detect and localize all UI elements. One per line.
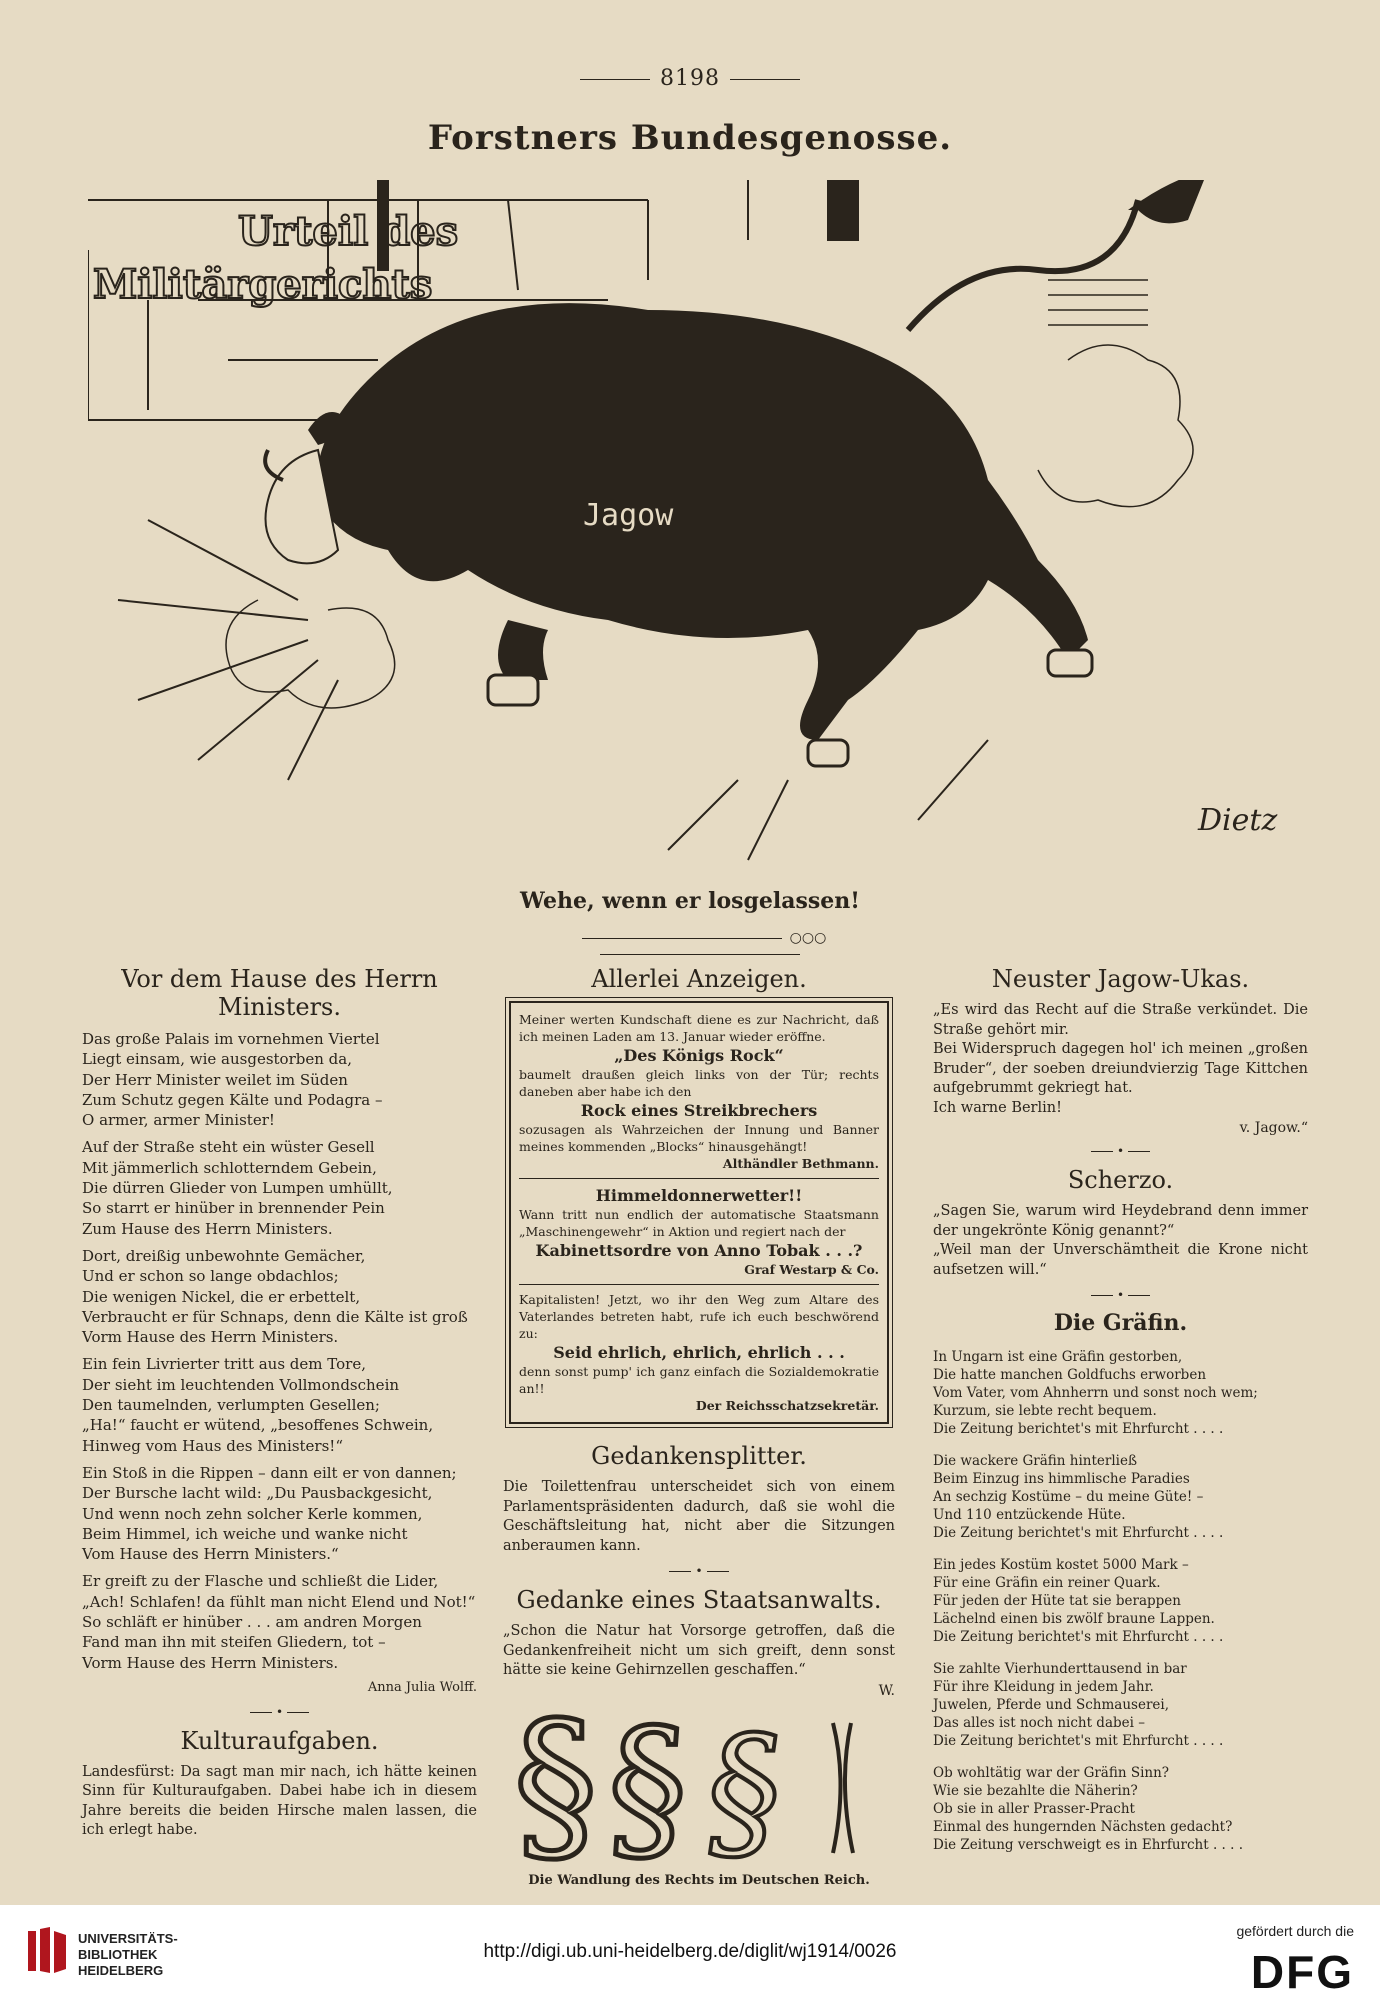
column-left [82, 965, 477, 1841]
ukas-title: Neuster Jagow-Ukas. [991, 965, 1250, 993]
graefin-stanza: Sie zahlte Vierhunderttausend in bar Für ihre Kleidung in jedem Jahr. Juwelen, Pferde und Schmauserei, Das alles ist noch nicht dabei – Die Zeitung berichtet's mit Ehrfurcht . . . . [933, 1661, 1224, 1749]
ad-text: Meiner werten Kundschaft diene es zur Nachricht, daß ich meinen Laden am 13. Januar wieder eröffne. [519, 1012, 879, 1044]
ad-item [519, 1285, 879, 1420]
ad-item [519, 1179, 879, 1285]
poem-stanza: Das große Palais im vornehmen Viertel Liegt einsam, wie ausgestorben da, Der Herr Minister weilet im Süden Zum Schutz gegen Kälte und Podagra – O armer, armer Minister! [82, 1030, 383, 1130]
poem-stanza: Er greift zu der Flasche und schließt die Lider, „Ach! Schlafen! da fühlt man nicht Elend und Not!“ So schläft er hinüber . . . am andren Morgen Fand man ihn mit steifen Gliedern, tot – Vorm Hause des Herrn Ministers. [82, 1572, 476, 1672]
scherzo-text: „Sagen Sie, warum wird Heydebrand denn immer der ungekrönte König genannt?“ „Weil man der Unverschämtheit die Krone nicht aufsetzen will.“ [933, 1203, 1308, 1278]
graefin-stanza: In Ungarn ist eine Gräfin gestorben, Die hatte manchen Goldfuchs erworben Vom Vater, vom Ahnherrn und sonst noch wem; Kurzum, sie lebte recht bequem. Die Zeitung berichtet's mit Ehrfurcht . . . . [933, 1349, 1258, 1437]
ad-text: denn sonst pump' ich ganz einfach die Sozialdemokratie an!! [519, 1364, 879, 1396]
staatsanwalt-title: Gedanke eines Staatsanwalts. [516, 1586, 882, 1614]
dfg-logo[interactable]: DFG [1250, 1946, 1354, 1998]
graefin-stanza: Ein jedes Kostüm kostet 5000 Mark – Für eine Gräfin ein reiner Quark. Für jeden der Hüte tat sie berappen Lächelnd einen bis zwölf braune Lappen. Die Zeitung berichtet's mit Ehrfurcht . . . . [933, 1557, 1224, 1645]
viewer-footer [0, 1905, 1380, 2005]
poem-title: Vor dem Hause des Herrn Ministers. [121, 965, 438, 1021]
ad-headline: Himmeldonnerwetter!! [595, 1186, 803, 1205]
ad-signature: Der Reichsschatzsekretär. [695, 1398, 879, 1413]
ad-headline: „Des Königs Rock“ [614, 1046, 784, 1065]
ukas-signature: v. Jagow.“ [1239, 1120, 1308, 1136]
sign-text-line2: Militärgerichts [93, 261, 433, 308]
institution-line: BIBLIOTHEK [78, 1947, 158, 1962]
divider-ornament: • [82, 1705, 477, 1719]
ad-headline: Seid ehrlich, ehrlich, ehrlich . . . [553, 1343, 845, 1362]
ad-signature: Graf Westarp & Co. [744, 1262, 879, 1277]
staatsanwalt-text: „Schon die Natur hat Vorsorge getroffen, daß die Gedankenfreiheit nicht um sich greift, denn sonst hätte sie keine Gehirnzellen geschaffen.“ [503, 1623, 895, 1678]
sign-text-line1: Urteil des [238, 208, 459, 255]
culture-title: Kulturaufgaben. [180, 1726, 379, 1755]
ad-text: Wann tritt nun endlich der automatische Staatsmann „Maschinengewehr“ in Aktion und regiert nach der [519, 1207, 879, 1239]
divider-ornament: • [503, 1564, 895, 1578]
column-right [933, 965, 1308, 1854]
ad-headline: Rock eines Streikbrechers [580, 1101, 818, 1120]
splitter-title: Gedankensplitter. [591, 1442, 807, 1470]
ads-title: Allerlei Anzeigen. [591, 965, 807, 993]
ad-text: baumelt draußen gleich links von der Tür; rechts daneben aber habe ich den [519, 1067, 879, 1099]
poem-stanza: Ein fein Livrierter tritt aus dem Tore, Der sieht im leuchtenden Vollmondschein Den taumelnden, verlumpten Gesellen; „Ha!“ faucht er wütend, „besoffenes Schwein, Hinweg vom Haus des Ministers!“ [82, 1355, 434, 1455]
ad-text: Kapitalisten! Jetzt, wo ihr den Weg zum Altare des Vaterlandes betreten habt, rufe ich euch beschwörend zu: [519, 1292, 879, 1341]
graefin-title: Die Gräfin. [1053, 1310, 1188, 1336]
ads-box [509, 1001, 889, 1424]
poem-author: Anna Julia Wolff. [367, 1679, 477, 1695]
poem-stanza: Ein Stoß in die Rippen – dann eilt er von dannen; Der Bursche lacht wild: „Du Pausbackgesicht, Und wenn noch zehn solcher Kerle kommen, Beim Himmel, ich weiche und wanke nicht Vom Hause des Herrn Ministers.“ [82, 1463, 457, 1564]
ad-item [519, 1005, 879, 1179]
paragraph-sign-icon: § [694, 1712, 795, 1863]
divider-ornament: • [933, 1144, 1308, 1158]
artist-signature: Dietz [1198, 803, 1278, 838]
ukas-text: „Es wird das Recht auf die Straße verkündet. Die Straße gehört mir. Bei Widerspruch dagegen hol' ich meinen „großen Bruder“, der soeben dreiundvierzig Tage Kittchen aufgebrummt gekriegt hat. Ich warne Berlin! [933, 1002, 1308, 1116]
institution-line: UNIVERSITÄTS- [78, 1931, 178, 1946]
bull-label: Jagow [583, 498, 674, 533]
straightened-paragraph-icon [833, 1723, 853, 1853]
paragraph-caption: Die Wandlung des Rechts im Deutschen Reich. [528, 1872, 870, 1888]
ad-headline: Kabinettsordre von Anno Tobak . . .? [535, 1241, 863, 1260]
graefin-stanza: Die wackere Gräfin hinterließ Beim Einzug ins himmlische Paradies An sechzig Kostüme – du meine Güte! – Und 110 entzückende Hüte. Die Zeitung berichtet's mit Ehrfurcht . . . . [933, 1453, 1224, 1541]
paragraph-symbols-illustration [503, 1713, 895, 1863]
divider-ornament: • [933, 1288, 1308, 1302]
splitter-text: Die Toilettenfrau unterscheidet sich von einem Parlamentspräsidenten dadurch, daß sie wohl die Geschäftsleitung hat, nicht aber die Sitzungen anberaumen kann. [503, 1479, 895, 1554]
poem-stanza: Dort, dreißig unbewohnte Gemächer, Und er schon so lange obdachlos; Die wenigen Nickel, die er erbettelt, Verbraucht er für Schnaps, denn die Kälte ist groß Vorm Hause des Herrn Ministers. [82, 1246, 468, 1347]
cartoon-illustration [88, 180, 1298, 880]
page-number [0, 66, 1380, 91]
section-separator: ○○○ [470, 930, 930, 962]
scherzo-title: Scherzo. [1067, 1166, 1174, 1194]
graefin-stanza: Ob wohltätig war der Gräfin Sinn? Wie sie bezahlte die Näherin? Ob sie in aller Prasser-Pracht Einmal des hungernden Nächsten gedacht? Die Zeitung verschweigt es in Ehrfurcht . . . . [933, 1765, 1243, 1853]
cartoon-title: Forstners Bundesgenosse. [427, 118, 953, 158]
page-number-text: 8198 [660, 66, 720, 91]
paragraph-sign-icon: § [513, 1712, 598, 1863]
column-middle [503, 965, 895, 1888]
permalink-url[interactable]: http://digi.ub.uni-heidelberg.de/diglit/wj1914/0026 [483, 1941, 897, 1962]
paragraph-sign-icon: § [601, 1712, 695, 1863]
cartoon-caption: Wehe, wenn er losgelassen! [520, 888, 860, 914]
institution-line: HEIDELBERG [78, 1963, 164, 1978]
ad-text: sozusagen als Wahrzeichen der Innung und Banner meines kommenden „Blocks“ hinausgehängt! [519, 1122, 879, 1154]
ad-signature: Althändler Bethmann. [722, 1156, 879, 1171]
funding-note: gefördert durch die [1236, 1923, 1354, 1939]
staatsanwalt-signature: W. [878, 1682, 895, 1699]
culture-text: Landesfürst: Da sagt man mir nach, ich hätte keinen Sinn für Kulturaufgaben. Dabei habe ich in diesem Jahre bereits die beiden Hirsche malen lassen, die ich erlegt habe. [82, 1763, 477, 1839]
poem-stanza: Auf der Straße steht ein wüster Gesell Mit jämmerlich schlotterndem Gebein, Die dürren Glieder von Lumpen umhüllt, So starrt er hinüber in brennender Pein Zum Hause des Herrn Ministers. [82, 1138, 393, 1238]
